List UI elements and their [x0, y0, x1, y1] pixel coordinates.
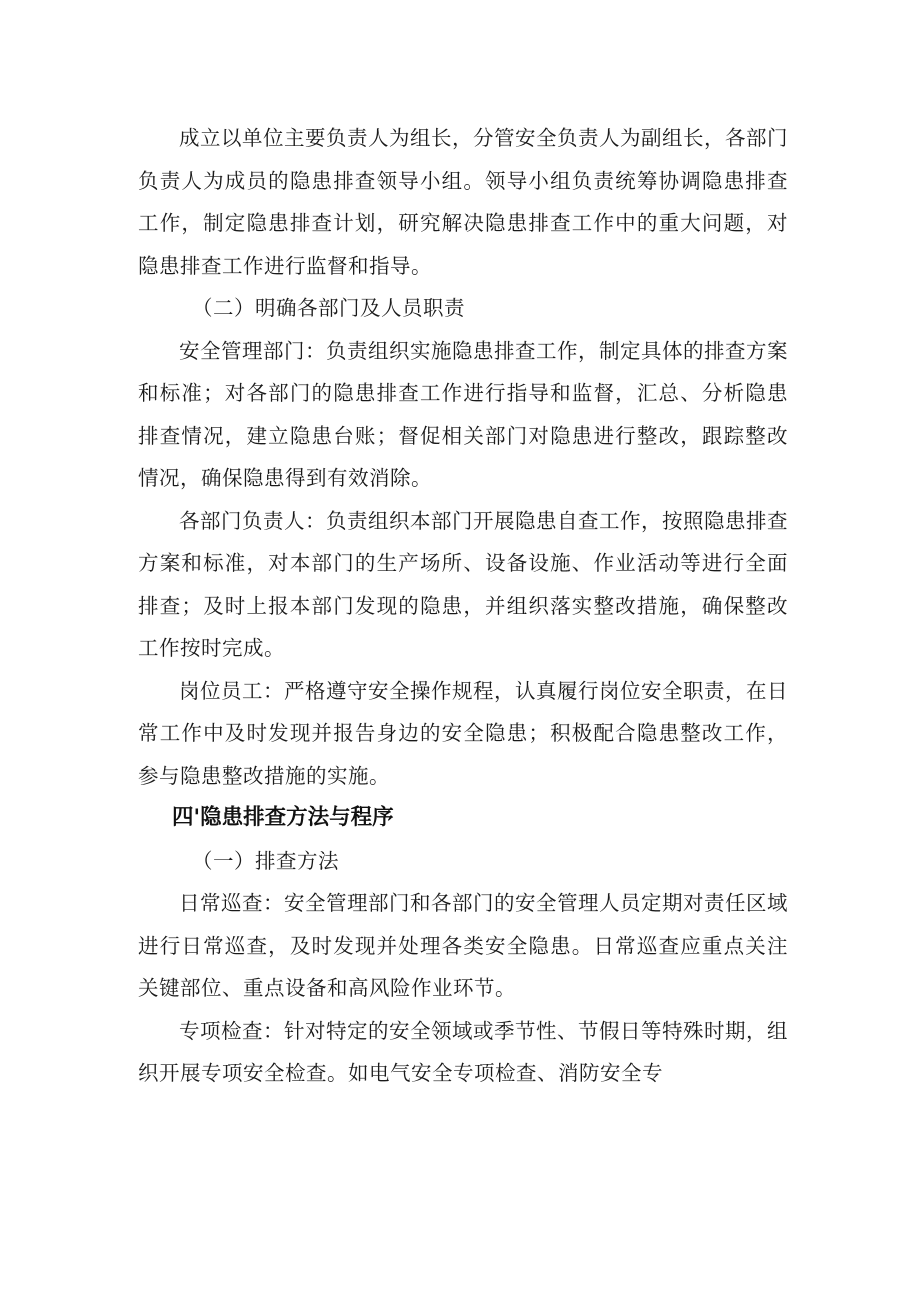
paragraph-special-inspection: 专项检查：针对特定的安全领域或季节性、节假日等特殊时期，组织开展专项安全检查。如电气安全专项检查、消防安全专	[138, 1018, 788, 1085]
paragraph-leadership-group: 成立以单位主要负责人为组长，分管安全负责人为副组长，各部门负责人为成员的隐患排查领导小组。领导小组负责统筹协调隐患排查工作，制定隐患排查计划，研究解决隐患排查工作中的重大问题，对隐患排查工作进行监督和指导。	[138, 126, 788, 278]
paragraph-department-heads: 各部门负责人：负责组织本部门开展隐患自查工作，按照隐患排查方案和标准，对本部门的生产场所、设备设施、作业活动等进行全面排查；及时上报本部门发现的隐患，并组织落实整改措施，确保整改工作按时完成。	[138, 508, 788, 660]
paragraph-staff: 岗位员工：严格遵守安全操作规程，认真履行岗位安全职责，在日常工作中及时发现并报告身边的安全隐患；积极配合隐患整改工作，参与隐患整改措施的实施。	[138, 678, 788, 788]
subheading-responsibilities: （二）明确各部门及人员职责	[192, 296, 465, 320]
document-body	[138, 117, 788, 1095]
section-heading-methods: 四'隐患排查方法与程序	[172, 805, 394, 830]
paragraph-daily-inspection: 日常巡查：安全管理部门和各部门的安全管理人员定期对责任区域进行日常巡查，及时发现并处理各类安全隐患。日常巡查应重点关注关键部位、重点设备和高风险作业环节。	[138, 891, 788, 1000]
paragraph-safety-department: 安全管理部门：负责组织实施隐患排查工作，制定具体的排查方案和标准；对各部门的隐患排查工作进行指导和监督，汇总、分析隐患排查情况，建立隐患台账；督促相关部门对隐患进行整改，跟踪整改情况，确保隐患得到有效消除。	[138, 338, 788, 490]
subheading-methods: （一）排查方法	[192, 848, 339, 873]
